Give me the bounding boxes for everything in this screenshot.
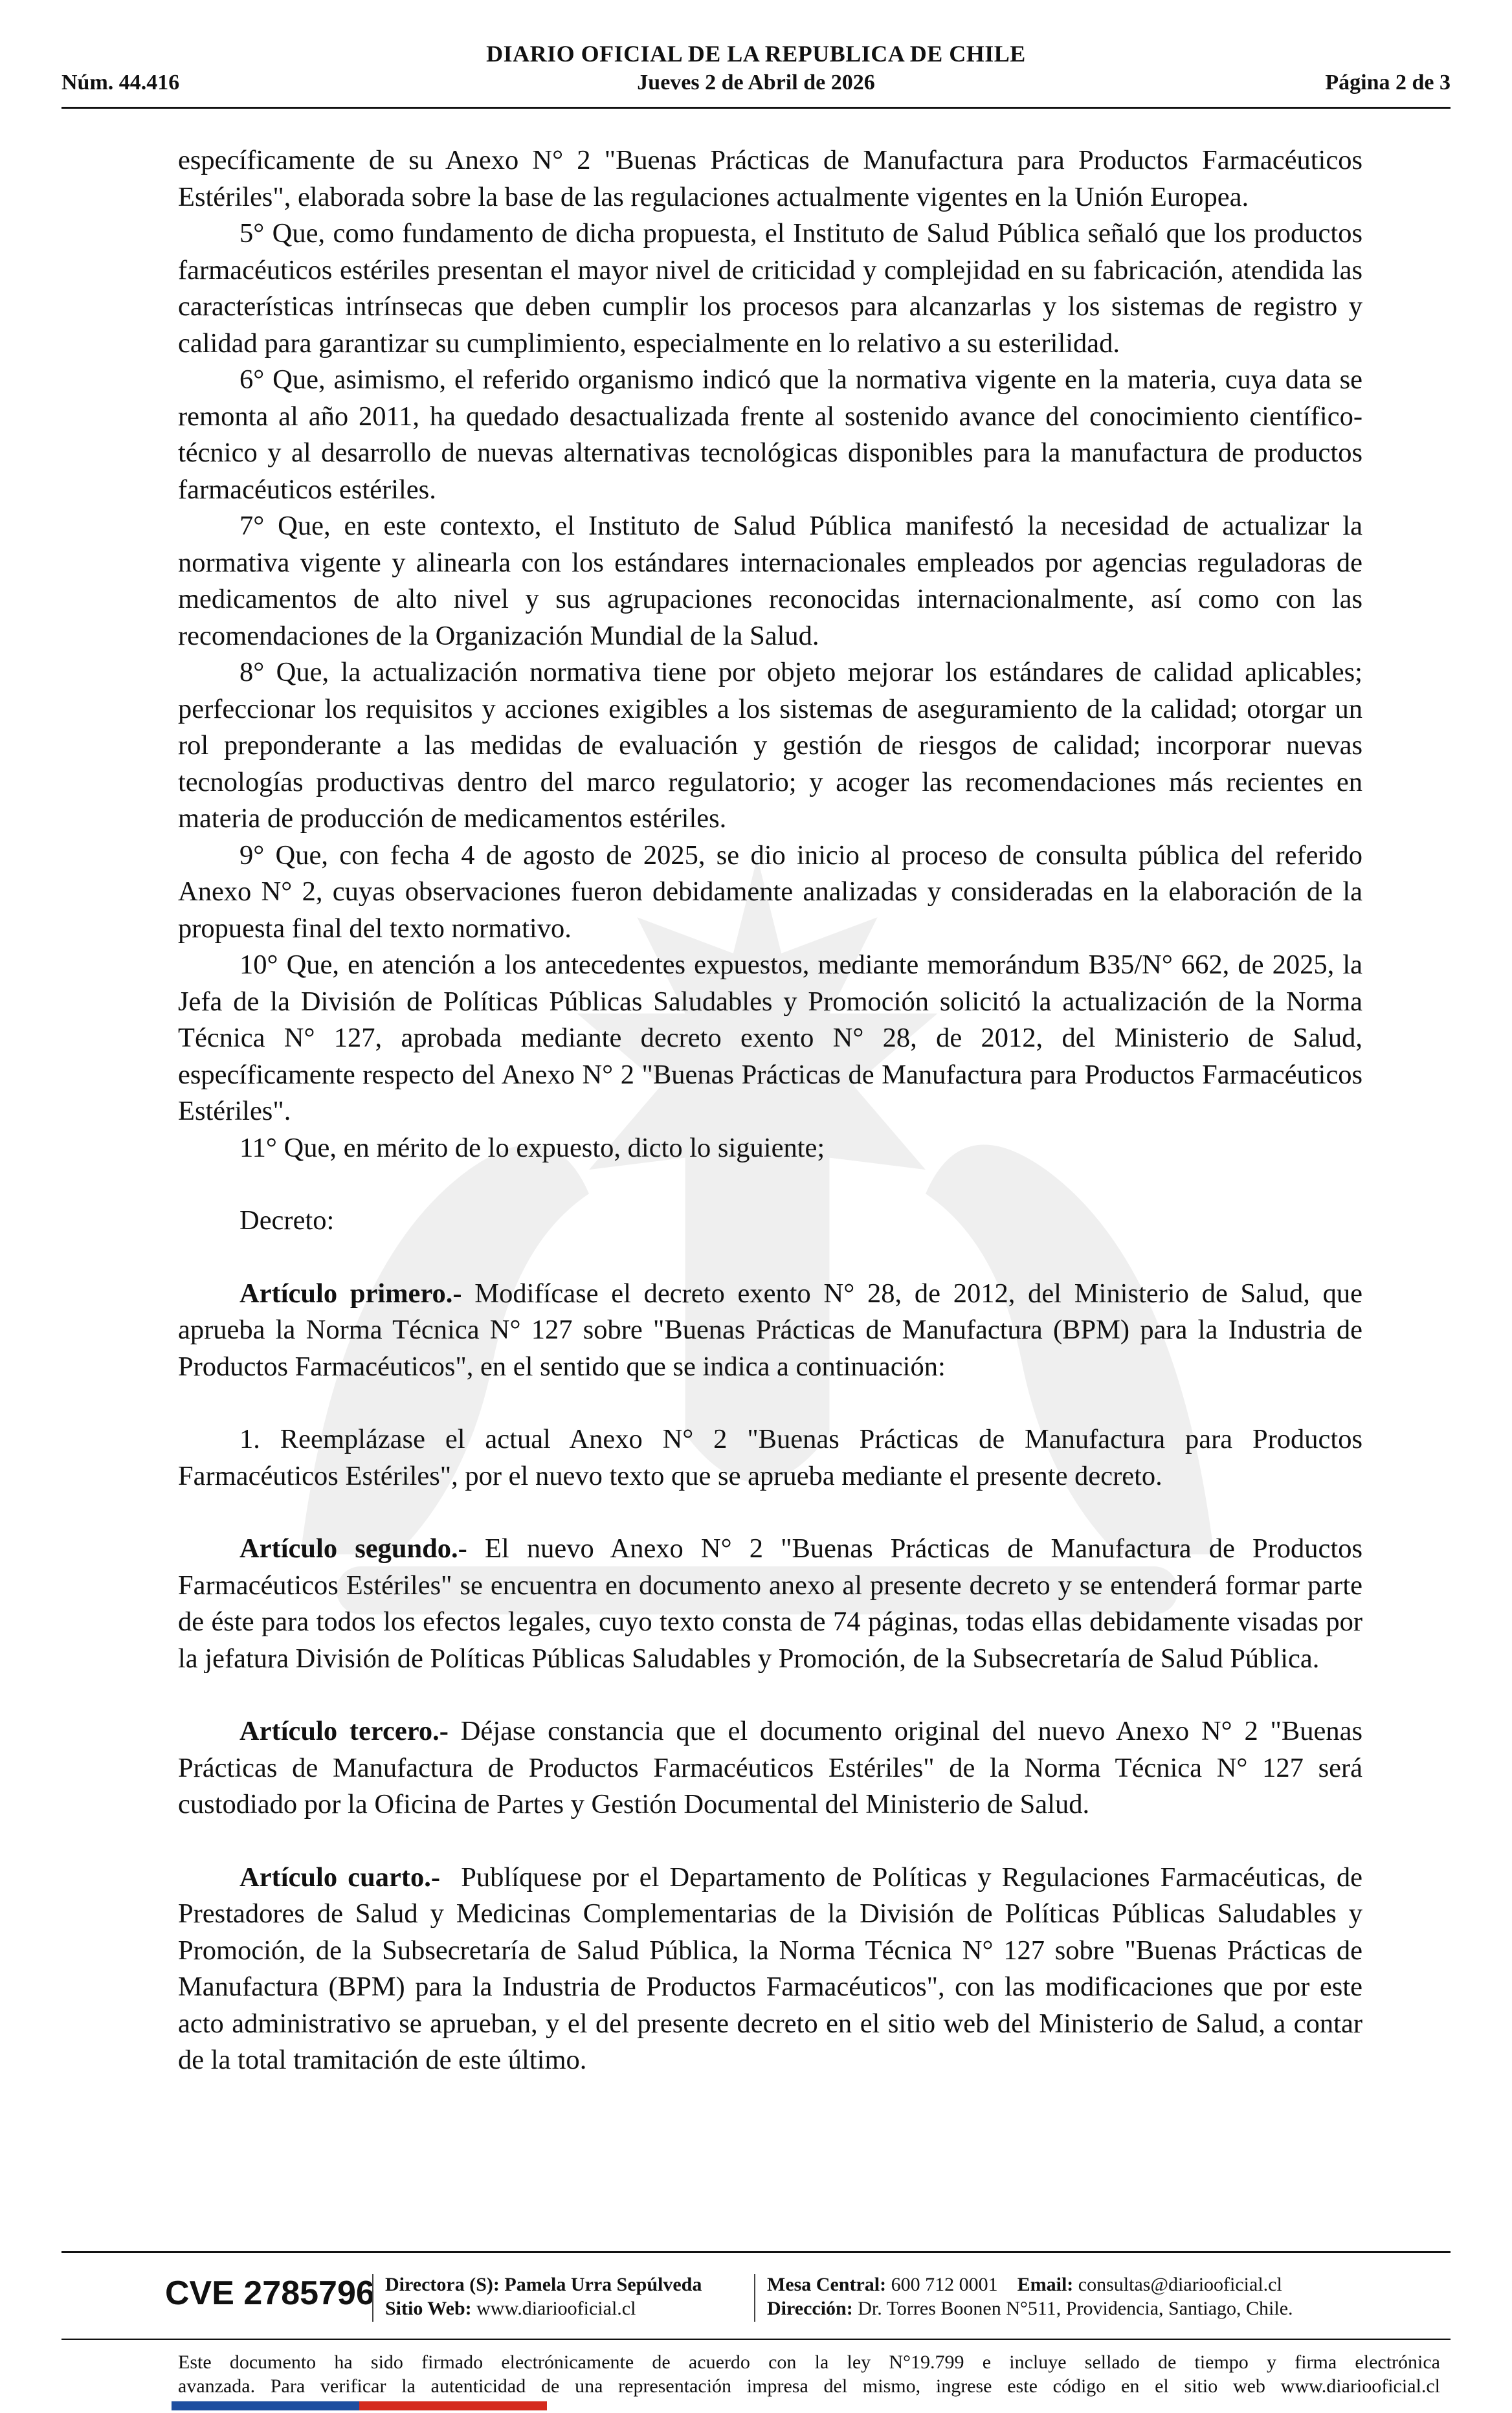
address-label: Dirección:: [767, 2298, 853, 2319]
phone-number: 600 712 0001: [891, 2274, 998, 2295]
email-address[interactable]: consultas@diariooficial.cl: [1078, 2274, 1282, 2295]
flag-stripe-red: [359, 2401, 547, 2410]
publication-title: DIARIO OFICIAL DE LA REPUBLICA DE CHILE: [486, 41, 1026, 67]
paragraph-10: 10° Que, en atención a los antecedentes expuestos, mediante memorándum B35/N° 662, de 2025, la Jefa de la División de Políticas Públicas Saludables y Promoción solicitó la actualización de la Norma Técnica N° 127, aprobada mediante decreto exento N° 28, de 2012, del Ministerio de Salud, específicamente respecto del Anexo N° 2 "Buenas Prácticas de Manufactura para Productos Farmacéuticos Estériles".: [178, 950, 1362, 1126]
director-label: Directora (S):: [385, 2274, 500, 2295]
article-4: [178, 1860, 1370, 2079]
decreto-heading: Decreto:: [239, 1205, 335, 1236]
article-1: [178, 1276, 1362, 1386]
signature-notice-line-1: Este documento ha sido firmado electrónicamente de acuerdo con la ley N°19.799 e incluye sellado de tiempo y firma electrónica: [178, 2352, 1440, 2373]
website-link[interactable]: www.diariooficial.cl: [476, 2298, 636, 2319]
signature-notice-line-2: avanzada. Para verificar la autenticidad de una representación impresa del mismo, ingrese este código en el sitio web www.diariooficial.cl: [178, 2375, 1440, 2397]
page-header: [61, 39, 1451, 109]
article-2-title: Artículo segundo.-: [239, 1533, 467, 1564]
article-3-title: Artículo tercero.-: [239, 1716, 449, 1746]
director-name: Pamela Urra Sepúlveda: [504, 2274, 702, 2295]
paragraph-6: 6° Que, asimismo, el referido organismo indicó que la normativa vigente en la materia, cuya data se remonta al año 2011, ha quedado desactualizada frente al sostenido avance del conocimiento científico-técnico y al desarrollo de nuevas alternativas tecnológicas disponibles para la manufactura de productos farmacéuticos estériles.: [178, 364, 1362, 505]
paragraph-11: 11° Que, en mérito de lo expuesto, dicto lo siguiente;: [239, 1132, 825, 1163]
paragraph-5: 5° Que, como fundamento de dicha propuesta, el Instituto de Salud Pública señaló que los productos farmacéuticos estériles presentan el mayor nivel de criticidad y complejidad en su fabricación, atendida las características intrínsecas que deben cumplir los procesos para alcanzarlas y los sistemas de registro y calidad para garantizar su cumplimiento, especialmente en lo relativo a su esterilidad.: [178, 218, 1362, 359]
footer-divider: [372, 2274, 373, 2322]
article-2: [178, 1531, 1362, 1677]
article-1-item-1: 1. Reemplázase el actual Anexo N° 2 "Buenas Prácticas de Manufactura para Productos Farmacéuticos Estériles", por el nuevo texto que se aprueba mediante el presente decreto.: [178, 1424, 1362, 1491]
address-value: Dr. Torres Boonen N°511, Providencia, Santiago, Chile.: [858, 2298, 1293, 2319]
phone-label: Mesa Central:: [767, 2274, 887, 2295]
email-label: Email:: [1017, 2274, 1074, 2295]
paragraph-8: 8° Que, la actualización normativa tiene por objeto mejorar los estándares de calidad aplicables; perfeccionar los requisitos y acciones exigibles a los sistemas de aseguramiento de la calidad; otorgar un rol preponderante a las medidas de evaluación y gestión de riesgos de calidad; incorporar nuevas tecnologías productivas dentro del marco regulatorio; y acoger las recomendaciones más recientes en materia de producción de medicamentos estériles.: [178, 657, 1362, 834]
page-footer: [61, 2251, 1451, 2397]
issue-number: Núm. 44.416: [61, 71, 180, 95]
document-body: [178, 142, 1370, 2079]
signature-notice: [178, 2350, 1440, 2398]
flag-stripe: [172, 2401, 547, 2410]
article-2-text: El nuevo Anexo N° 2 "Buenas Prácticas de Manufactura de Productos Farmacéuticos Estériles" se encuentra en documento anexo al presente decreto y se entenderá formar parte de éste para todos los efectos legales, cuyo texto consta de 74 páginas, todas ellas debidamente visadas por la jefatura División de Políticas Públicas Saludables y Promoción, de la Subsecretaría de Salud Pública.: [178, 1533, 1362, 1674]
website-label: Sitio Web:: [385, 2298, 472, 2319]
cve-code: CVE 2785796: [165, 2274, 375, 2312]
article-1-text: Modifícase el decreto exento N° 28, de 2012, del Ministerio de Salud, que aprueba la Norma Técnica N° 127 sobre "Buenas Prácticas de Manufactura (BPM) para la Industria de Productos Farmacéuticos", en el sentido que se indica a continuación:: [178, 1278, 1362, 1382]
page-number: Página 2 de 3: [1325, 71, 1451, 95]
article-4-title: Artículo cuarto.-: [239, 1862, 441, 1893]
article-3-text: Déjase constancia que el documento original del nuevo Anexo N° 2 "Buenas Prácticas de Manufactura de Productos Farmacéuticos Estériles" de la Norma Técnica N° 127 será custodiado por la Oficina de Partes y Gestión Documental del Ministerio de Salud.: [178, 1716, 1363, 1819]
paragraph-9: 9° Que, con fecha 4 de agosto de 2025, se dio inicio al proceso de consulta pública del referido Anexo N° 2, cuyas observaciones fueron debidamente analizadas y consideradas en la elaboración de la propuesta final del texto normativo.: [178, 840, 1362, 944]
footer-contact-col: [767, 2273, 1293, 2320]
paragraph-7: 7° Que, en este contexto, el Instituto de Salud Pública manifestó la necesidad de actualizar la normativa vigente y alinearla con los estándares internacionales empleados por agencias reguladoras de medicamentos de alto nivel y sus agrupaciones reconocidas internacionalmente, así como con las recomendaciones de la Organización Mundial de la Salud.: [178, 511, 1362, 651]
paragraph-annex: específicamente de su Anexo N° 2 "Buenas Prácticas de Manufactura para Productos Farmacéuticos Estériles", elaborada sobre la base de las regulaciones actualmente vigentes en la Unión Europea.: [178, 145, 1362, 212]
issue-date: Jueves 2 de Abril de 2026: [637, 71, 875, 95]
flag-stripe-blue: [172, 2401, 359, 2410]
footer-rule: [61, 2339, 1451, 2340]
footer-director-col: [385, 2273, 702, 2320]
article-4-text: Publíquese por el Departamento de Políticas y Regulaciones Farmacéuticas, de Prestadores de Salud y Medicinas Complementarias de la División de Políticas Públicas Saludables y Promoción, de la Subsecretaría de Salud Pública, la Norma Técnica N° 127 sobre "Buenas Prácticas de Manufactura (BPM) para la Industria de Productos Farmacéuticos", con las modificaciones que por este acto administrativo se aprueban, y el del presente decreto en el sitio web del Ministerio de Salud, a contar de la total tramitación de este último.: [178, 1862, 1370, 2075]
article-1-title: Artículo primero.-: [239, 1278, 462, 1309]
article-3: [178, 1713, 1362, 1823]
footer-divider: [754, 2274, 755, 2322]
